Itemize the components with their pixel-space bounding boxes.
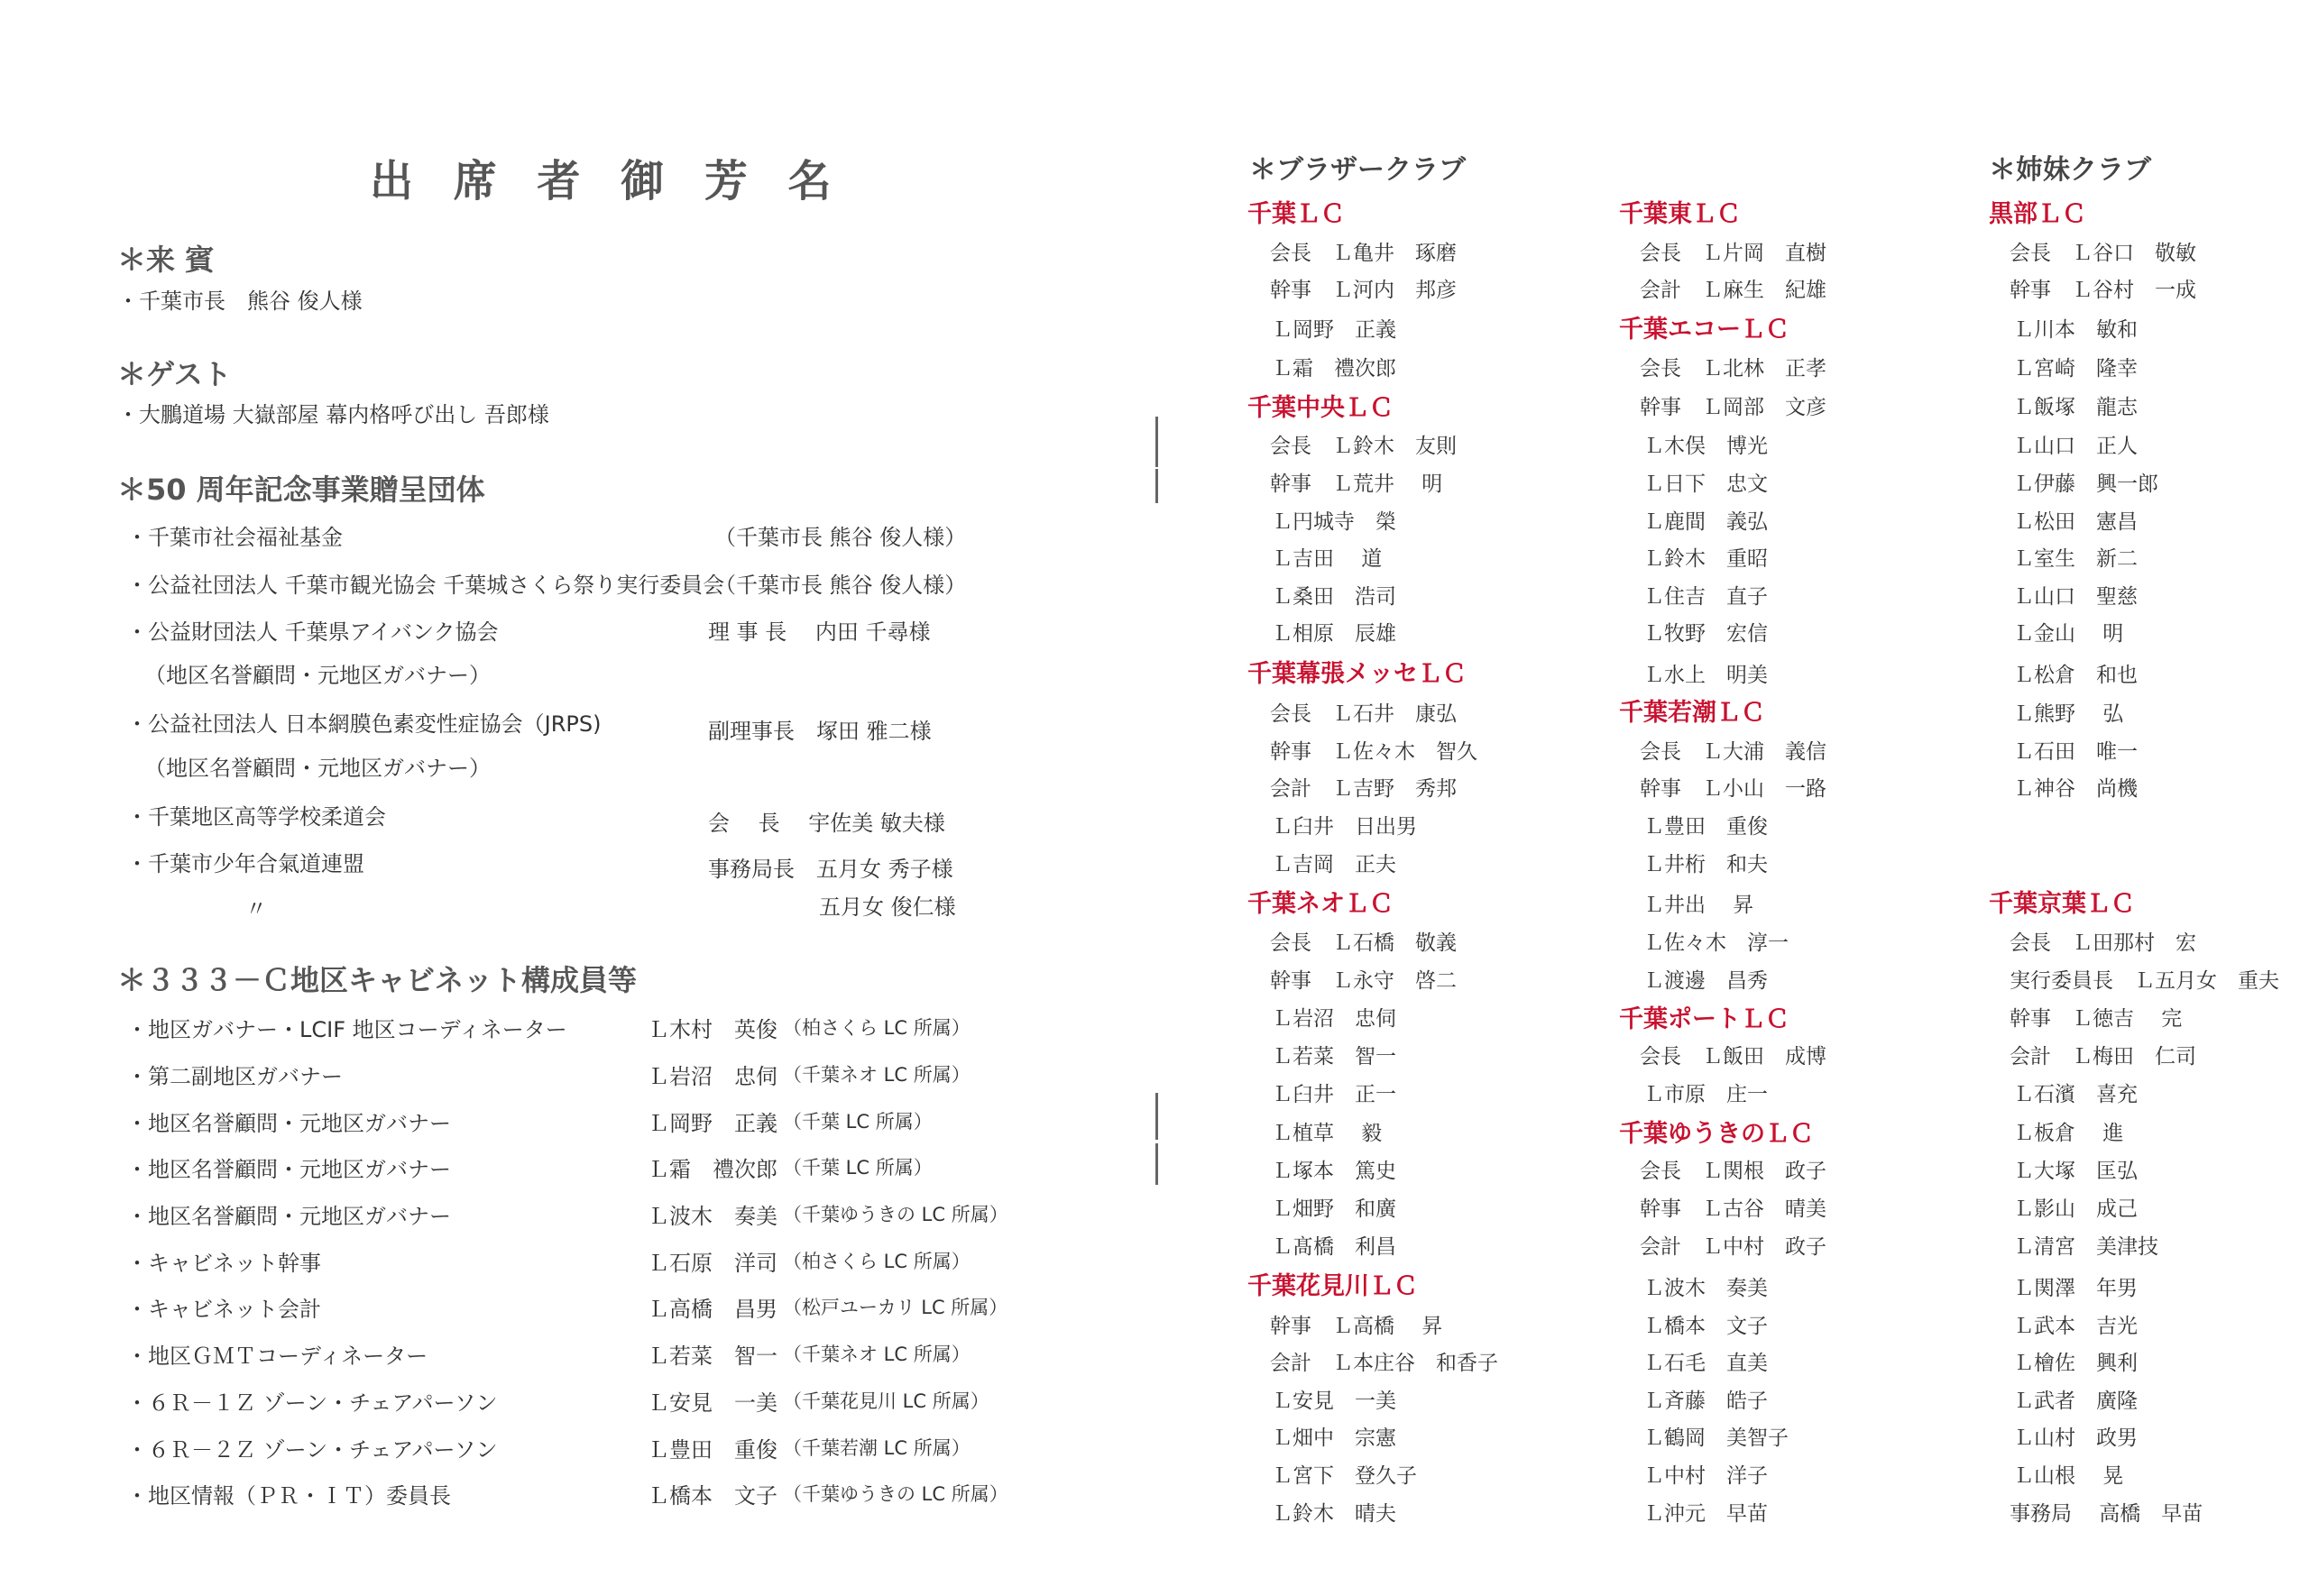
club-name: 千葉京葉ＬＣ xyxy=(1989,890,2135,918)
sister-clubs-heading: ＊姉妹クラブ xyxy=(1989,154,2151,186)
member: 会長 Ｌ飯田 成博 xyxy=(1640,1045,1826,1069)
page-title: 出 席 者 御 芳 名 xyxy=(370,156,844,206)
cabinet-member: Ｌ霜 禮次郎 xyxy=(648,1157,777,1182)
guest-item: ・大鵬道場 大嶽部屋 幕内格呼び出し 吾郎様 xyxy=(117,402,549,427)
member: Ｌ宮下 登久子 xyxy=(1272,1464,1417,1488)
donation-note: （地区名誉顧問・元地区ガバナー） xyxy=(144,756,491,781)
member: Ｌ沖元 早苗 xyxy=(1643,1502,1768,1526)
cabinet-heading: ＊３３３－Ｃ地区キャビネット構成員等 xyxy=(117,963,638,997)
cabinet-role: ・キャビネット会計 xyxy=(126,1297,321,1322)
member: 会長 Ｌ片岡 直樹 xyxy=(1640,242,1826,265)
cabinet-club: （千葉若潮 LC 所属） xyxy=(783,1437,971,1459)
member: Ｌ石田 唯一 xyxy=(2013,740,2138,764)
cabinet-role: ・第二副地区ガバナー xyxy=(126,1064,343,1089)
guest-of-honor-item: ・千葉市長 熊谷 俊人様 xyxy=(117,289,363,314)
member: 幹事 Ｌ佐々木 智久 xyxy=(1270,740,1477,764)
member: Ｌ岩沼 忠伺 xyxy=(1272,1007,1396,1031)
member: 会長 Ｌ石橋 敬義 xyxy=(1270,931,1457,955)
member: Ｌ井桁 和夫 xyxy=(1643,853,1768,876)
club-name: 千葉ネオＬＣ xyxy=(1247,890,1394,918)
cabinet-member: Ｌ若菜 智一 xyxy=(648,1344,777,1369)
member: Ｌ臼井 正一 xyxy=(1272,1083,1396,1106)
member: Ｌ髙橋 利昌 xyxy=(1272,1235,1396,1259)
donation-rep: 理 事 長 内田 千尋様 xyxy=(708,619,931,645)
club-name: 千葉若潮ＬＣ xyxy=(1619,699,1765,727)
member: 会計 Ｌ梅田 仁司 xyxy=(2010,1045,2196,1069)
guests-of-honor-heading: ＊来 賓 xyxy=(117,243,215,277)
cabinet-member: Ｌ豊田 重俊 xyxy=(648,1437,777,1463)
member: Ｌ伊藤 興一郎 xyxy=(2013,472,2158,496)
member: Ｌ井出 昇 xyxy=(1643,894,1754,917)
cabinet-member: Ｌ波木 奏美 xyxy=(648,1204,777,1229)
cabinet-club: （千葉ゆうきの LC 所属） xyxy=(783,1483,1008,1505)
member: Ｌ水上 明美 xyxy=(1643,664,1768,687)
anniversary-donation-heading: ＊50 周年記念事業贈呈団体 xyxy=(117,472,485,507)
member: Ｌ熊野 弘 xyxy=(2013,702,2124,726)
member: Ｌ畑中 宗憲 xyxy=(1272,1426,1396,1450)
member: Ｌ山村 政男 xyxy=(2013,1426,2138,1450)
cabinet-role: ・地区名誉顧問・元地区ガバナー xyxy=(126,1157,451,1182)
member: Ｌ鈴木 晴夫 xyxy=(1272,1502,1396,1526)
member: Ｌ影山 成己 xyxy=(2013,1197,2138,1221)
member: Ｌ山口 正人 xyxy=(2013,435,2138,458)
member: Ｌ石濱 喜充 xyxy=(2013,1083,2138,1106)
cabinet-club: （千葉ゆうきの LC 所属） xyxy=(783,1204,1008,1225)
member: Ｌ牧野 宏信 xyxy=(1643,622,1768,646)
fold-mark xyxy=(1155,1143,1158,1185)
fold-mark xyxy=(1155,1093,1158,1140)
cabinet-club: （松戸ユーカリ LC 所属） xyxy=(783,1297,1008,1318)
cabinet-role: ・地区ガバナー・LCIF 地区コーディネーター xyxy=(126,1017,567,1042)
cabinet-role: ・地区名誉顧問・元地区ガバナー xyxy=(126,1204,451,1229)
member: Ｌ橋本 文子 xyxy=(1643,1315,1768,1338)
cabinet-role: ・６Ｒ－１Ｚ ゾーン・チェアパーソン xyxy=(126,1390,498,1416)
member: Ｌ吉岡 正夫 xyxy=(1272,853,1396,876)
member: Ｌ室生 新二 xyxy=(2013,547,2138,571)
fold-mark xyxy=(1155,417,1158,467)
member: 幹事 Ｌ小山 一路 xyxy=(1640,777,1826,801)
member: 幹事 Ｌ荒井 明 xyxy=(1270,472,1443,496)
member: 幹事 Ｌ谷村 一成 xyxy=(2010,279,2196,302)
cabinet-club: （千葉 LC 所属） xyxy=(783,1111,933,1133)
donation-org: ・千葉市社会福祉基金 xyxy=(126,525,343,550)
donation-rep: 事務局長 五月女 秀子様 xyxy=(708,857,953,882)
member: Ｌ金山 明 xyxy=(2013,622,2124,646)
member: Ｌ畑野 和廣 xyxy=(1272,1197,1396,1221)
club-name: 千葉ゆうきのＬＣ xyxy=(1619,1120,1814,1148)
member: Ｌ武者 廣隆 xyxy=(2013,1390,2138,1413)
cabinet-role: ・地区情報（ＰＲ・ＩＴ）委員長 xyxy=(126,1483,451,1509)
club-name: 千葉幕張メッセＬＣ xyxy=(1247,660,1467,688)
member: Ｌ飯塚 龍志 xyxy=(2013,396,2138,419)
member: 事務局 高橋 早苗 xyxy=(2010,1502,2203,1526)
member: Ｌ鹿間 義弘 xyxy=(1643,510,1768,534)
member: Ｌ日下 忠文 xyxy=(1643,472,1768,496)
club-name: 千葉中央ＬＣ xyxy=(1247,394,1394,422)
donation-rep: 五月女 俊仁様 xyxy=(819,894,956,920)
club-name: 千葉エコーＬＣ xyxy=(1619,316,1789,344)
member: Ｌ鈴木 重昭 xyxy=(1643,547,1768,571)
member: 幹事 Ｌ徳吉 完 xyxy=(2010,1007,2183,1031)
cabinet-member: Ｌ岡野 正義 xyxy=(648,1111,777,1136)
member: Ｌ吉田 道 xyxy=(1272,547,1383,571)
member: 会長 Ｌ大浦 義信 xyxy=(1640,740,1826,764)
donation-rep: （千葉市長 熊谷 俊人様） xyxy=(714,573,967,598)
member: Ｌ臼井 日出男 xyxy=(1272,815,1417,839)
member: 会計 Ｌ本庄谷 和香子 xyxy=(1270,1352,1498,1375)
member: Ｌ鶴岡 美智子 xyxy=(1643,1426,1789,1450)
member: Ｌ円城寺 榮 xyxy=(1272,510,1396,534)
member: Ｌ波木 奏美 xyxy=(1643,1277,1768,1300)
member: 実行委員長 Ｌ五月女 重夫 xyxy=(2010,969,2279,993)
cabinet-member: Ｌ木村 英俊 xyxy=(648,1017,777,1042)
member: Ｌ岡野 正義 xyxy=(1272,318,1396,342)
guest-heading: ＊ゲスト xyxy=(117,357,232,391)
member: 会長 Ｌ関根 政子 xyxy=(1640,1160,1826,1183)
member: 会計 Ｌ麻生 紀雄 xyxy=(1640,279,1826,302)
donation-org: ・公益財団法人 千葉県アイバンク協会 xyxy=(126,619,499,645)
member: 会長 Ｌ鈴木 友則 xyxy=(1270,435,1457,458)
cabinet-member: Ｌ岩沼 忠伺 xyxy=(648,1064,777,1089)
member: Ｌ山根 晃 xyxy=(2013,1464,2124,1488)
member: Ｌ関澤 年男 xyxy=(2013,1277,2138,1300)
cabinet-club: （千葉 LC 所属） xyxy=(783,1157,933,1179)
cabinet-member: Ｌ安見 一美 xyxy=(648,1390,777,1416)
member: Ｌ斉藤 皓子 xyxy=(1643,1390,1768,1413)
member: 幹事 Ｌ河内 邦彦 xyxy=(1270,279,1457,302)
club-name: 千葉ポートＬＣ xyxy=(1619,1005,1789,1033)
cabinet-club: （千葉ネオ LC 所属） xyxy=(783,1064,971,1086)
member: 幹事 Ｌ高橋 昇 xyxy=(1270,1315,1443,1338)
fold-mark xyxy=(1155,469,1158,503)
member: 会長 Ｌ田那村 宏 xyxy=(2010,931,2196,955)
member: Ｌ安見 一美 xyxy=(1272,1390,1396,1413)
club-name: 千葉ＬＣ xyxy=(1247,200,1345,228)
member: 幹事 Ｌ永守 啓二 xyxy=(1270,969,1457,993)
member: Ｌ塚本 篤史 xyxy=(1272,1160,1396,1183)
club-name: 千葉東ＬＣ xyxy=(1619,200,1741,228)
member: Ｌ住吉 直子 xyxy=(1643,585,1768,609)
donation-org: ・公益社団法人 千葉市観光協会 千葉城さくら祭り実行委員会 xyxy=(126,573,725,598)
cabinet-role: ・地区ＧＭＴコーディネーター xyxy=(126,1344,428,1369)
club-name: 黒部ＬＣ xyxy=(1989,200,2086,228)
member: Ｌ木俣 博光 xyxy=(1643,435,1768,458)
club-name: 千葉花見川ＬＣ xyxy=(1247,1272,1418,1300)
member: Ｌ中村 洋子 xyxy=(1643,1464,1768,1488)
member: Ｌ桑田 浩司 xyxy=(1272,585,1396,609)
donation-rep: 副理事長 塚田 雅二様 xyxy=(708,719,932,744)
donation-org: ・千葉地区高等学校柔道会 xyxy=(126,804,386,830)
donation-note: （地区名誉顧問・元地区ガバナー） xyxy=(144,663,491,688)
member: Ｌ神谷 尚機 xyxy=(2013,777,2138,801)
cabinet-role: ・６Ｒ－２Ｚ ゾーン・チェアパーソン xyxy=(126,1437,498,1463)
member: Ｌ松倉 和也 xyxy=(2013,664,2138,687)
cabinet-club: （柏さくら LC 所属） xyxy=(783,1251,971,1272)
member: Ｌ相原 辰雄 xyxy=(1272,622,1396,646)
member: 会長 Ｌ北林 正孝 xyxy=(1640,357,1826,381)
member: Ｌ霜 禮次郎 xyxy=(1272,357,1396,381)
cabinet-club: （千葉花見川 LC 所属） xyxy=(783,1390,989,1412)
member: Ｌ植草 毅 xyxy=(1272,1122,1383,1145)
member: Ｌ宮崎 隆幸 xyxy=(2013,357,2138,381)
ditto-mark: 〃 xyxy=(245,896,267,922)
cabinet-club: （柏さくら LC 所属） xyxy=(783,1017,971,1039)
donation-org: ・千葉市少年合氣道連盟 xyxy=(126,851,364,876)
donation-rep: （千葉市長 熊谷 俊人様） xyxy=(714,525,967,550)
cabinet-role: ・地区名誉顧問・元地区ガバナー xyxy=(126,1111,451,1136)
cabinet-club: （千葉ネオ LC 所属） xyxy=(783,1344,971,1365)
member: Ｌ大塚 匡弘 xyxy=(2013,1160,2138,1183)
cabinet-member: Ｌ高橋 昌男 xyxy=(648,1297,777,1322)
member: Ｌ檜佐 興利 xyxy=(2013,1352,2138,1375)
member: Ｌ佐々木 淳一 xyxy=(1643,931,1789,955)
donation-rep: 会 長 宇佐美 敏夫様 xyxy=(708,811,945,836)
member: 幹事 Ｌ岡部 文彦 xyxy=(1640,396,1826,419)
member: Ｌ武本 吉光 xyxy=(2013,1315,2138,1338)
member: 幹事 Ｌ古谷 晴美 xyxy=(1640,1197,1826,1221)
member: Ｌ川本 敏和 xyxy=(2013,318,2138,342)
cabinet-role: ・キャビネット幹事 xyxy=(126,1251,321,1276)
member: Ｌ石毛 直美 xyxy=(1643,1352,1768,1375)
member: Ｌ松田 憲昌 xyxy=(2013,510,2138,534)
member: 会長 Ｌ谷口 敬敏 xyxy=(2010,242,2196,265)
member: Ｌ豊田 重俊 xyxy=(1643,815,1768,839)
member: Ｌ渡邊 昌秀 xyxy=(1643,969,1768,993)
member: Ｌ若菜 智一 xyxy=(1272,1045,1396,1069)
cabinet-member: Ｌ橋本 文子 xyxy=(648,1483,777,1509)
member: 会長 Ｌ亀井 琢磨 xyxy=(1270,242,1457,265)
member: 会計 Ｌ吉野 秀邦 xyxy=(1270,777,1457,801)
brother-clubs-heading: ＊ブラザークラブ xyxy=(1249,154,1466,186)
member: Ｌ清宮 美津技 xyxy=(2013,1235,2158,1259)
member: 会計 Ｌ中村 政子 xyxy=(1640,1235,1826,1259)
cabinet-member: Ｌ石原 洋司 xyxy=(648,1251,777,1276)
member: Ｌ市原 庄一 xyxy=(1643,1083,1768,1106)
member: 会長 Ｌ石井 康弘 xyxy=(1270,702,1457,726)
donation-org: ・公益社団法人 日本網膜色素変性症協会（JRPS) xyxy=(126,711,602,737)
member: Ｌ山口 聖慈 xyxy=(2013,585,2138,609)
member: Ｌ板倉 進 xyxy=(2013,1122,2124,1145)
